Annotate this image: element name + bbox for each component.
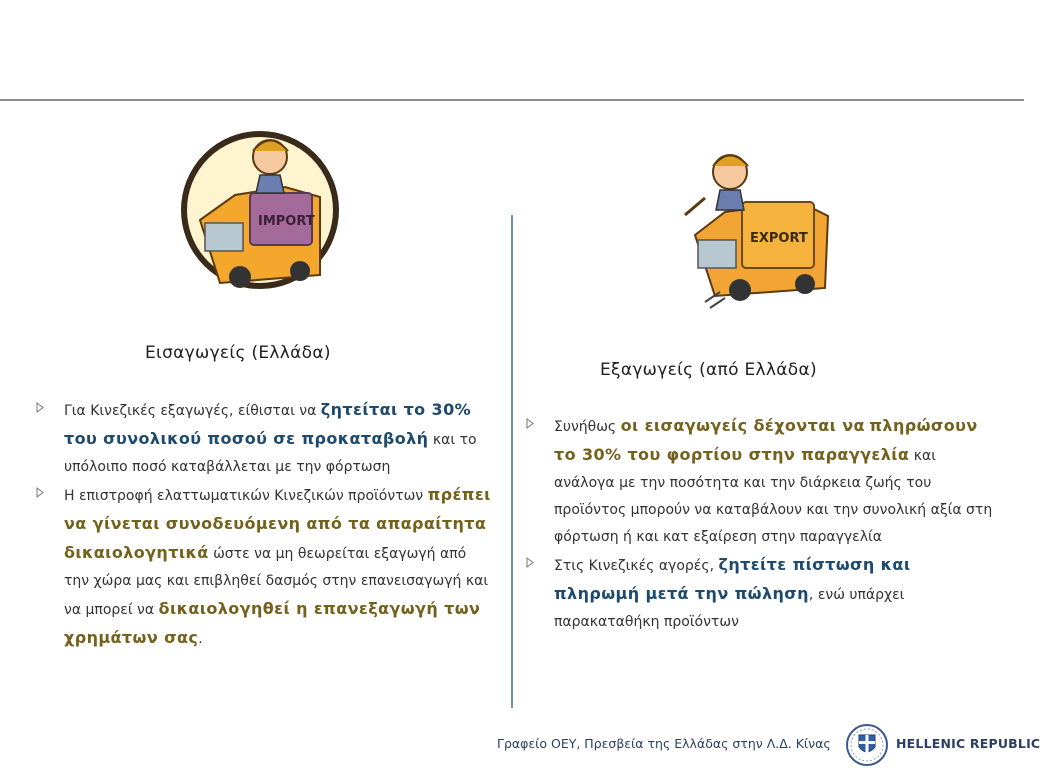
exporters-highlight-credit: ζητείτε πίστωση και πληρωμή μετά την πώληση xyxy=(554,555,911,603)
importers-bullet-2: Η επιστροφή ελαττωματικών Κινεζικών προϊόντων πρέπει να γίνεται συνοδευόμενη από τα απαραίτητα δικαιολογητικά ώστε να μη θεωρείται εξαγωγή από την χώρα μας και επιβληθεί δασμός στην επανεισαγωγή και να μπορεί να δικαιολογηθεί η επανεξαγωγή των χρημάτων σας. xyxy=(64,481,494,653)
exporters-column xyxy=(554,412,994,636)
greek-emblem-icon xyxy=(845,723,889,767)
export-sign-text: EXPORT xyxy=(750,231,808,246)
importers-column xyxy=(64,396,494,653)
importers-highlight: ζητείται το 30% του συνολικού ποσού σε προκαταβολή xyxy=(64,400,472,448)
top-divider xyxy=(0,99,1024,101)
footer-office-text: Γραφείο ΟΕΥ, Πρεσβεία της Ελλάδας στην Λ.Δ. Κίνας xyxy=(497,736,831,751)
import-sign-text: IMPORT xyxy=(258,214,315,229)
importers-highlight-reexport: δικαιολογηθεί η επανεξαγωγή των χρημάτων σας xyxy=(64,599,481,647)
exporters-highlight-payment: πληρώσουν το 30% του φορτίου στην παραγγελία xyxy=(554,416,978,464)
importers-bullet-1: Για Κινεζικές εξαγωγές, είθισται να ζητείται το 30% του συνολικού ποσού σε προκαταβολή και το υπόλοιπο ποσό καταβάλλεται με την φόρτωση xyxy=(64,396,494,481)
import-truck-illustration xyxy=(180,125,340,300)
exporters-heading: Εξαγωγείς (από Ελλάδα) xyxy=(600,360,817,380)
bullet-arrow-icon xyxy=(36,402,44,413)
importers-heading: Εισαγωγείς (Ελλάδα) xyxy=(145,343,331,363)
bullet-arrow-icon xyxy=(36,487,44,498)
importers-highlight-docs: πρέπει να γίνεται συνοδευόμενη από τα απαραίτητα δικαιολογητικά xyxy=(64,485,491,562)
column-divider xyxy=(511,215,513,708)
exporters-highlight-importers: οι εισαγωγείς δέχονται να xyxy=(620,416,865,435)
bullet-arrow-icon xyxy=(526,418,534,429)
hellenic-republic-brand: HELLENIC REPUBLIC xyxy=(896,736,1040,751)
bullet-arrow-icon xyxy=(526,557,534,568)
exporters-bullet-2: Στις Κινεζικές αγορές, ζητείτε πίστωση και πληρωμή μετά την πώληση, ενώ υπάρχει παρακαταθήκη προϊόντων xyxy=(554,551,994,636)
exporters-bullet-1: Συνήθως οι εισαγωγείς δέχονται να πληρώσουν το 30% του φορτίου στην παραγγελία και ανάλογα με την ποσότητα και την διάρκεια ζωής του προϊόντος μπορούν να καταβάλουν και την συνολική αξία στη φόρτωση ή και κατ εξαίρεση στην παραγγελία xyxy=(554,412,994,551)
export-truck-illustration xyxy=(680,140,840,315)
